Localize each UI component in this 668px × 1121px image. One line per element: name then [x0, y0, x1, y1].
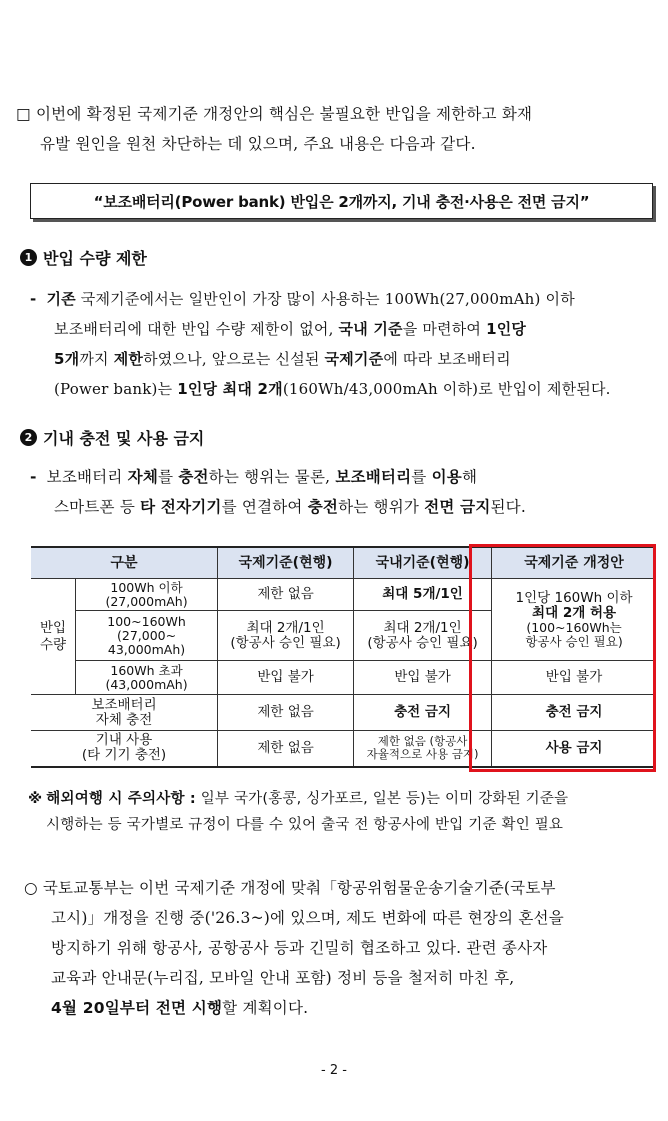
intro-text-1: 이번에 확정된 국제기준 개정안의 핵심은 불필요한 반입을 제한하고 화재 — [36, 105, 533, 123]
table-header-row — [31, 547, 656, 579]
s1-seg: 5개 — [54, 350, 80, 368]
s1-seg: 까지 — [79, 350, 114, 368]
cell-value: 제한 없음 — [218, 579, 354, 611]
cell-value: 반입 불가 — [218, 661, 354, 695]
cell-value: 제한 없음 — [218, 695, 354, 731]
circled-number-2-icon: 2 — [20, 429, 37, 446]
closing-line-3: 방지하기 위해 항공사, 공항공사 등과 긴밀히 협조하고 있다. 관련 종사자 — [51, 939, 548, 957]
table-row — [31, 731, 656, 767]
page-number: - 2 - — [321, 1063, 347, 1078]
row-label: 기내 사용 (타 기기 충전) — [31, 731, 218, 767]
closing-text-5: 할 계획이다. — [222, 999, 309, 1017]
table-row — [31, 695, 656, 731]
s1-line-4 — [30, 374, 658, 404]
cell-value: 충전 금지 — [492, 695, 656, 731]
dash-bullet: - — [30, 290, 37, 308]
cell-value: 최대 2개/1인 (항공사 승인 필요) — [218, 611, 354, 661]
s1-line-1 — [30, 284, 658, 314]
s2-seg: 를 — [411, 468, 432, 486]
header-intl-revision: 국제기준 개정안 — [492, 547, 656, 579]
notice-line-2: 시행하는 등 국가별로 규정이 다를 수 있어 출국 전 항공사에 반입 기준 확인 필요 — [46, 817, 564, 833]
circle-bullet-icon: ○ — [24, 879, 38, 897]
key-summary-text: “보조배터리(Power bank) 반입은 2개까지, 기내 충전·사용은 전면 금지” — [93, 192, 590, 211]
section-2-body — [30, 462, 658, 522]
cell-value: 사용 금지 — [492, 731, 656, 767]
cell-value: 제한 없음 (항공사 자율적으로 사용 금지) — [354, 731, 492, 767]
intro-line-1 — [16, 99, 656, 129]
section-1-heading — [20, 246, 147, 269]
s1-seg: 기존 — [46, 290, 76, 308]
comparison-table — [31, 546, 656, 768]
row-sub-label: 160Wh 초과 (43,000mAh) — [76, 661, 218, 695]
s2-seg: 자체 — [127, 468, 158, 486]
cell-value: 최대 2개/1인 (항공사 승인 필요) — [354, 611, 492, 661]
table-row — [31, 579, 656, 611]
closing-paragraph — [24, 873, 660, 1023]
s1-seg: 국내 기준 — [338, 320, 403, 338]
s1-seg: 하였으나, 앞으로는 신설된 — [143, 350, 325, 368]
s1-seg: 제한 — [113, 350, 144, 368]
row-label: 보조배터리 자체 충전 — [31, 695, 218, 731]
circled-number-1-icon: 1 — [20, 249, 37, 266]
cell-value: 제한 없음 — [218, 731, 354, 767]
intro-paragraph — [16, 99, 656, 159]
closing-effective-date: 4월 20일부터 전면 시행 — [51, 999, 223, 1017]
row-sub-label: 100~160Wh (27,000~ 43,000mAh) — [76, 611, 218, 661]
cell-value: 충전 금지 — [354, 695, 492, 731]
travel-notice — [28, 786, 658, 838]
closing-line-2: 고시)」개정을 진행 중('26.3~)에 있으며, 제도 변화에 따른 현장의 혼선을 — [51, 909, 564, 927]
cell-revision-quantity — [492, 579, 656, 661]
closing-line-5 — [24, 993, 660, 1023]
s1-seg: 1인당 — [486, 320, 527, 338]
notice-title: 해외여행 시 주의사항 : — [46, 791, 196, 807]
dash-bullet: - — [30, 468, 37, 486]
s1-seg: 1인당 최대 2개 — [177, 380, 283, 398]
s2-seg: 충전 — [178, 468, 209, 486]
section-2-heading — [20, 426, 204, 449]
s2-line-2 — [30, 492, 658, 522]
s1-seg: (160Wh/43,000mAh 이하)로 반입이 제한된다. — [282, 380, 611, 398]
s1-line-3 — [30, 344, 658, 374]
table-row — [31, 661, 656, 695]
s2-line-1 — [30, 462, 658, 492]
section-1-title: 반입 수량 제한 — [43, 249, 147, 268]
s2-seg: 를 — [158, 468, 179, 486]
s2-seg: 이용 — [431, 468, 462, 486]
notice-line-1 — [28, 786, 658, 812]
closing-text-1: 국토교통부는 이번 국제기준 개정에 맞춰「항공위험물운송기술기준(국토부 — [42, 879, 556, 897]
s2-seg: 하는 행위는 물론, — [208, 468, 336, 486]
s2-seg: 해 — [461, 468, 478, 486]
s2-seg: 스마트폰 등 — [54, 498, 141, 516]
key-summary-box — [30, 183, 653, 219]
checkbox-bullet-icon: □ — [16, 105, 31, 123]
header-category: 구분 — [31, 547, 218, 579]
group-label-quantity: 반입 수량 — [31, 579, 76, 695]
s2-seg: 타 전자기기 — [140, 498, 222, 516]
revision-line-3: (100~160Wh는 항공사 승인 필요) — [525, 619, 623, 649]
row-sub-label: 100Wh 이하 (27,000mAh) — [76, 579, 218, 611]
s1-seg: 보조배터리에 대한 반입 수량 제한이 없어, — [54, 320, 339, 338]
section-1-body — [30, 284, 658, 404]
s2-seg: 하는 행위가 — [338, 498, 425, 516]
s1-seg: (Power bank)는 — [54, 380, 178, 398]
intro-line-2: 유발 원인을 원천 차단하는 데 있으며, 주요 내용은 다음과 같다. — [40, 135, 476, 153]
header-domestic-current: 국내기준(현행) — [354, 547, 492, 579]
s2-seg: 충전 — [307, 498, 339, 516]
s2-seg: 된다. — [490, 498, 526, 516]
s2-seg: 보조배터리 — [335, 468, 412, 486]
s1-seg: 국제기준 — [324, 350, 384, 368]
notice-text-1: 일부 국가(홍콩, 싱가포르, 일본 등)는 이미 강화된 기준을 — [200, 791, 569, 807]
cell-value: 최대 5개/1인 — [354, 579, 492, 611]
revision-line-1: 1인당 160Wh 이하 — [515, 589, 633, 606]
s1-seg: 에 따라 보조배터리 — [383, 350, 511, 368]
s1-seg: 국제기준에서는 일반인이 가장 많이 사용하는 100Wh(27,000mAh) 이하 — [75, 290, 575, 308]
s1-seg: 을 마련하여 — [402, 320, 487, 338]
s2-seg: 보조배터리 — [46, 468, 128, 486]
s2-seg: 를 연결하여 — [221, 498, 308, 516]
closing-line-1 — [24, 873, 660, 903]
reference-mark-icon: ※ — [28, 791, 43, 807]
header-intl-current: 국제기준(현행) — [218, 547, 354, 579]
section-2-title: 기내 충전 및 사용 금지 — [43, 429, 205, 448]
s1-line-2 — [30, 314, 658, 344]
closing-line-4: 교육과 안내문(누리집, 모바일 안내 포함) 정비 등을 철저히 마친 후, — [51, 969, 515, 987]
s2-seg: 전면 금지 — [424, 498, 491, 516]
cell-value: 반입 불가 — [492, 661, 656, 695]
revision-line-2: 최대 2개 허용 — [532, 604, 617, 621]
cell-value: 반입 불가 — [354, 661, 492, 695]
